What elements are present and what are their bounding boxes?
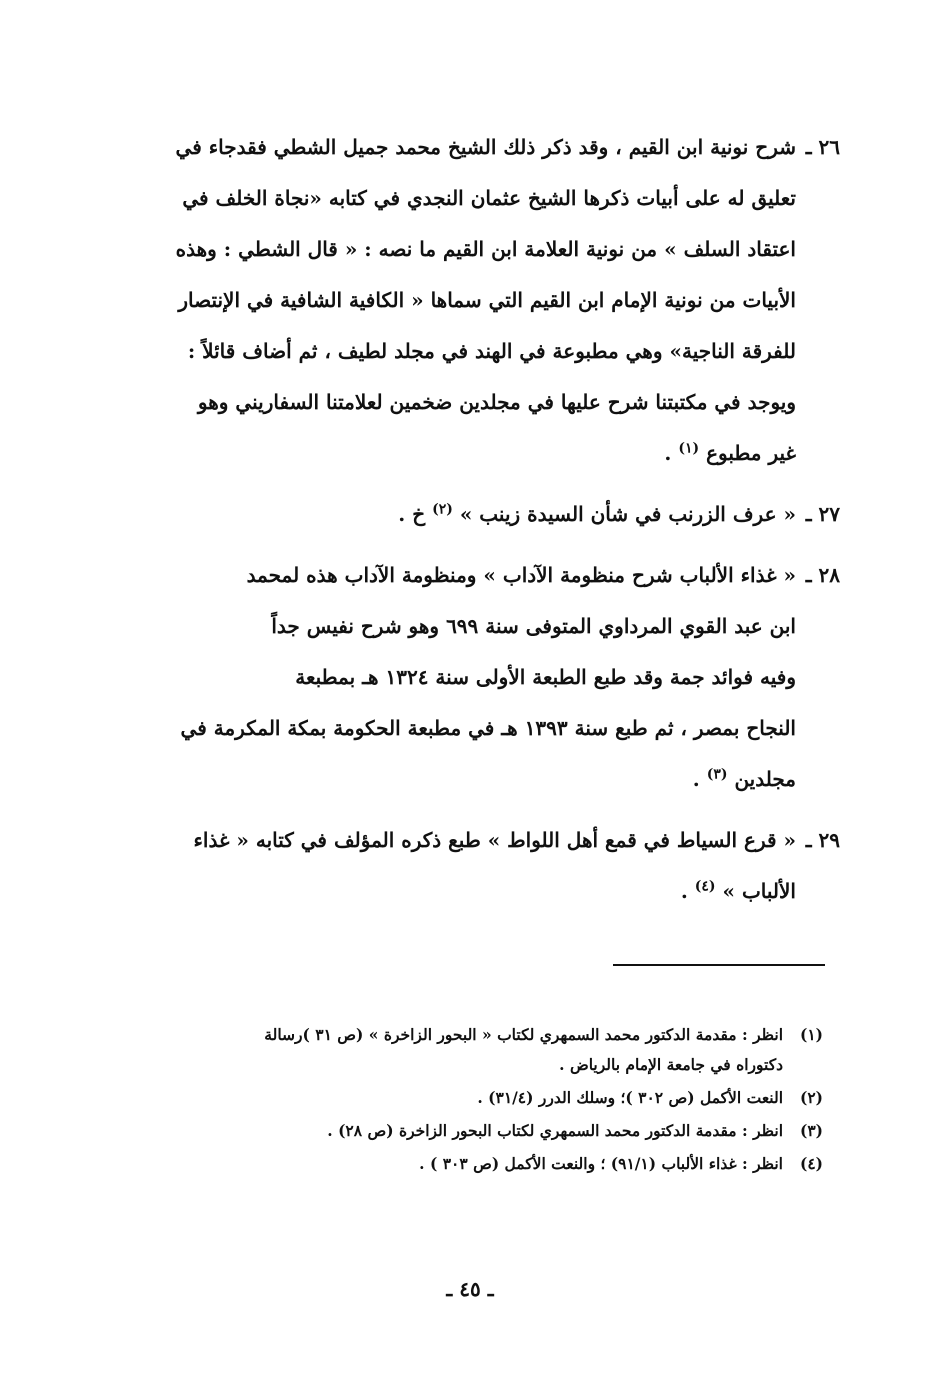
footnote-ref[interactable]: (٣): [706, 766, 728, 783]
footnote-number: (١): [799, 1025, 823, 1044]
page-number: ـ ٤٥ ـ: [446, 1277, 494, 1301]
footnote-line: انظر : غذاء الألباب (٩١/١) ؛ والنعت الأكمل (ص ٣٠٣ ) .: [419, 1154, 783, 1173]
main-text: [122, 122, 840, 927]
entry-body: [122, 489, 796, 540]
entry-line: تعليق له على أبيات ذكرها الشيخ عثمان النجدي في كتابه «نجاة الخلف في: [182, 186, 796, 210]
entry-number: ٢٦ ـ: [805, 135, 840, 159]
entry-number: ٢٨ ـ: [805, 563, 840, 587]
entry-line: ابن عبد القوي المرداوي المتوفى سنة ٦٩٩ وهو شرح نفيس جداً: [271, 614, 796, 638]
entry-body: [122, 550, 796, 805]
entry-body: [122, 815, 796, 917]
entry-tail: خ .: [398, 502, 426, 526]
entry-26: [122, 122, 840, 479]
footnote-line: انظر : مقدمة الدكتور محمد السمهري لكتاب البحور الزاخرة (ص ٢٨) .: [327, 1121, 783, 1140]
footnote-separator: [613, 964, 825, 966]
footnote-3: [113, 1116, 823, 1146]
footnote-2: [113, 1083, 823, 1113]
entry-27: [122, 489, 840, 540]
entry-number: ٢٧ ـ: [805, 502, 840, 526]
entry-line: « قرع السياط في قمع أهل اللواط » طبع ذكره المؤلف في كتابه « غذاء: [193, 828, 796, 852]
entry-last-text: مجلدين: [734, 767, 796, 791]
footnote-number: (٤): [799, 1154, 823, 1173]
entry-number: ٢٩ ـ: [805, 828, 840, 852]
entry-body: [122, 122, 796, 479]
entry-line: النجاح بمصر ، ثم طبع سنة ١٣٩٣ هـ في مطبعة الحكومة بمكة المكرمة في: [180, 716, 796, 740]
entry-line: شرح نونية ابن القيم ، وقد ذكر ذلك الشيخ محمد جميل الشطي فقدجاء في: [175, 135, 796, 159]
footnote-line: النعت الأكمل (ص ٣٠٢ )؛ وسلك الدرر (٣١/٤) .: [477, 1088, 783, 1107]
entry-28: [122, 550, 840, 805]
entry-last-line: [122, 754, 796, 805]
footnote-4: [113, 1149, 823, 1179]
entry-line: « غذاء الألباب شرح منظومة الآداب » ومنظومة الآداب هذه لمحمد: [246, 563, 796, 587]
entry-line: للفرقة الناجية» وهي مطبوعة في الهند في مجلد لطيف ، ثم أضاف قائلاً :: [187, 339, 796, 363]
entry-line: وفيه فوائد جمة وقد طبع الطبعة الأولى سنة ١٣٢٤ هـ بمطبعة: [295, 665, 796, 689]
entry-last-line: [122, 489, 796, 540]
footnote-ref[interactable]: (٤): [694, 878, 716, 895]
entry-line: الأبيات من نونية الإمام ابن القيم التي سماها « الكافية الشافية في الإنتصار: [178, 288, 796, 312]
entry-tail: .: [680, 879, 688, 903]
footnote-line: دكتوراه في جامعة الإمام بالرياض .: [559, 1055, 783, 1074]
footnote-ref[interactable]: (٢): [432, 501, 453, 518]
footnote-body: [113, 1116, 783, 1146]
footnote-number: (٣): [799, 1121, 823, 1140]
entry-line: ويوجد في مكتبتنا شرح عليها في مجلدين ضخمين لعلامتنا السفاريني وهو: [197, 390, 796, 414]
footnote-body: [113, 1083, 783, 1113]
entry-29: [122, 815, 840, 917]
entry-last-line: [122, 428, 796, 479]
footnote-1: [113, 1020, 823, 1080]
footnote-ref[interactable]: (١): [678, 440, 700, 457]
footnote-line: انظر : مقدمة الدكتور محمد السمهري لكتاب « البحور الزاخرة » (ص ٣١ )رسالة: [264, 1025, 783, 1044]
footnotes: [113, 1020, 823, 1182]
entry-last-text: غير مطبوع: [706, 441, 796, 465]
entry-tail: .: [692, 767, 700, 791]
entry-tail: .: [664, 441, 672, 465]
entry-last-text: الألباب »: [722, 879, 796, 903]
entry-last-line: [122, 866, 796, 917]
footnote-body: [113, 1020, 783, 1080]
entry-line: اعتقاد السلف » من نونية العلامة ابن القيم ما نصه : « قال الشطي : وهذه: [175, 237, 796, 261]
entry-last-text: « عرف الزرنب في شأن السيدة زينب »: [459, 502, 796, 526]
footnote-body: [113, 1149, 783, 1179]
footnote-number: (٢): [799, 1088, 823, 1107]
